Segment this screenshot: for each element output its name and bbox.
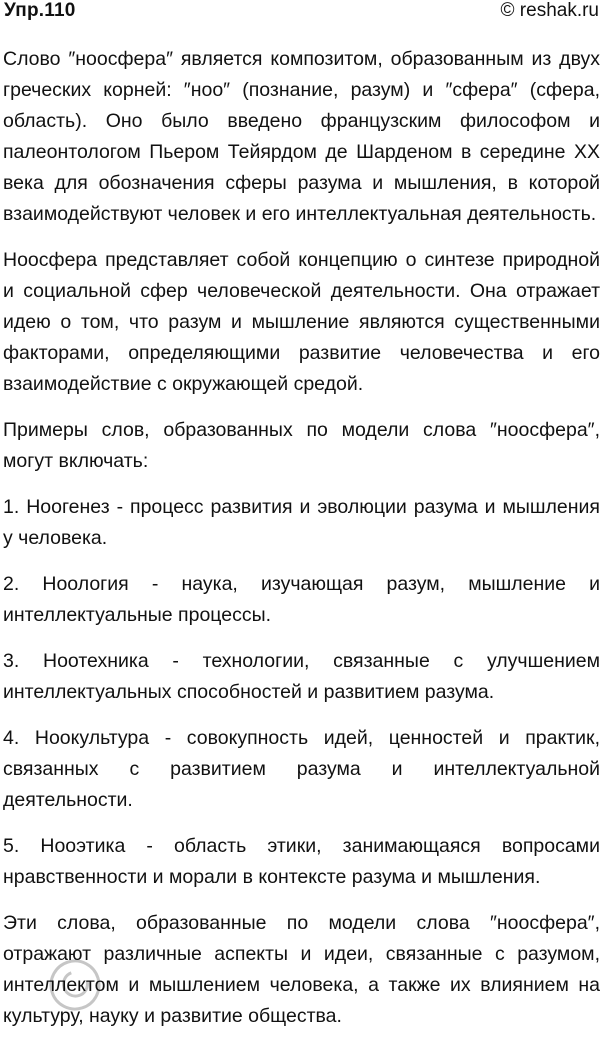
site-copyright[interactable]: © reshak.ru xyxy=(500,0,599,21)
example-item-1: 1. Ноогенез - процесс развития и эволюции разума и мышления у человека. xyxy=(3,496,600,549)
paragraph-etymology: Слово ″ноосфера″ является композитом, образованным из двух греческих корней: ″ноо″ (познание, разум) и ″сфера″ (сфера, область). Оно было введено французским философом и палеонтологом Пьером Тейярдом де Шарденом в середине XX века для обозначения сферы разума и мышления, в которой взаимодействуют человек и его интеллектуальная деятельность. xyxy=(3,48,600,225)
example-item-2: 2. Ноология - наука, изучающая разум, мышление и интеллектуальные процессы. xyxy=(3,573,600,626)
copyright-c-icon xyxy=(59,971,90,1000)
example-item-5: 5. Нооэтика - область этики, занимающаяся вопросами нравственности и морали в контексте разума и мышления. xyxy=(3,835,600,888)
paragraph-examples-intro: Примеры слов, образованных по модели слова ″ноосфера″, могут включать: xyxy=(3,419,600,472)
paragraph-concept: Ноосфера представляет собой концепцию о синтезе природной и социальной сфер человеческой деятельности. Она отражает идею о том, что разум и мышление являются существенными факторами, определяющими развитие человечества и его взаимодействие с окружающей средой. xyxy=(3,249,600,395)
example-item-3: 3. Ноотехника - технологии, связанные с улучшением интеллектуальных способностей и развитием разума. xyxy=(3,650,600,703)
page-header xyxy=(0,0,603,30)
example-item-4: 4. Ноокультура - совокупность идей, ценностей и практик, связанных с развитием разума и интеллектуальной деятельности. xyxy=(3,727,600,811)
exercise-title: Упр.110 xyxy=(4,0,76,21)
paragraph-conclusion: Эти слова, образованные по модели слова ″ноосфера″, отражают различные аспекты и идеи, связанные с разумом, интеллектом и мышлением человека, а также их влиянием на культуру, науку и развитие общества. xyxy=(3,912,600,1027)
answer-text xyxy=(3,44,600,1047)
copyright-circle-icon xyxy=(43,953,108,1018)
